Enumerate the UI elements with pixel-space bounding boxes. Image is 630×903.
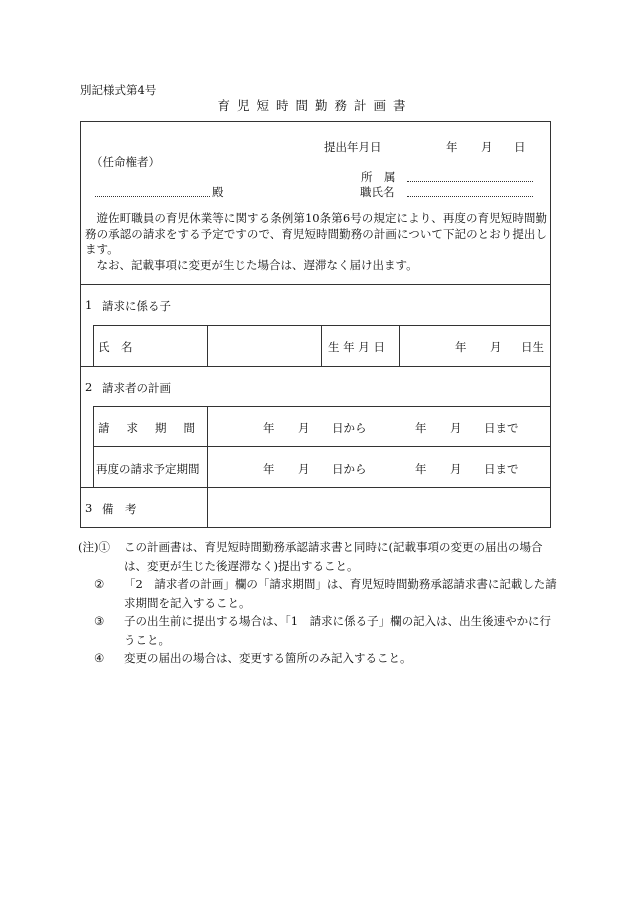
- note-mark: ②: [94, 577, 105, 591]
- appointer-label: （任命権者）: [91, 155, 160, 169]
- note-text: 変更の届出の場合は、変更する箇所のみ記入すること。: [124, 651, 412, 665]
- child-name-label: 氏 名: [98, 340, 133, 354]
- period-end-day: 日まで: [484, 421, 519, 435]
- notes: [78, 538, 558, 668]
- divider: [207, 325, 208, 366]
- request-period-label: 請求期間: [98, 421, 212, 435]
- affiliation-field[interactable]: [407, 181, 533, 182]
- note-item: [78, 575, 558, 612]
- addressee-field[interactable]: [95, 196, 210, 197]
- divider: [93, 406, 551, 407]
- planned-period-label: 再度の請求予定期間: [96, 462, 200, 476]
- section3-number: 3: [85, 501, 93, 515]
- planned-start-day: 日から: [332, 462, 367, 476]
- planned-end-year: 年: [415, 462, 427, 476]
- submission-day-label: 日: [514, 140, 526, 154]
- divider: [321, 325, 322, 366]
- form-title: 育児短時間勤務計画書: [217, 98, 413, 113]
- name-label: 職氏名: [360, 185, 395, 199]
- note-mark: ④: [94, 651, 105, 665]
- divider: [80, 487, 551, 488]
- note-mark: ③: [94, 614, 105, 628]
- divider: [399, 325, 400, 366]
- divider: [93, 325, 551, 326]
- child-name-input[interactable]: [210, 328, 318, 363]
- planned-start-month: 月: [298, 462, 310, 476]
- birth-year-label: 年: [455, 340, 467, 354]
- remarks-input[interactable]: [210, 490, 548, 525]
- note-text: この計画書は、育児短時間勤務承認請求書と同時に(記載事項の変更の届出の場合は、変更が生じた後遅滞なく)提出すること。: [124, 540, 543, 573]
- body-paragraph: 遊佐町職員の育児休業等に関する条例第10条第6号の規定により、再度の育児短時間勤務の承認の請求をする予定ですので、育児短時間勤務の計画について下記のとおり提出します。: [85, 211, 547, 256]
- birth-month-label: 月: [490, 340, 502, 354]
- remarks-label: 備 考: [102, 502, 137, 516]
- divider: [80, 366, 551, 367]
- section1-heading: 請求に係る子: [102, 299, 171, 313]
- period-end-month: 月: [450, 421, 462, 435]
- note-text: 子の出生前に提出する場合は、「1 請求に係る子」欄の記入は、出生後速やかに行うこと。: [124, 614, 552, 647]
- note-text: 「2 請求者の計画」欄の「請求期間」は、育児短時間勤務承認請求書に記載した請求期間を記入すること。: [124, 577, 557, 610]
- notes-prefix: (注): [78, 540, 99, 554]
- planned-end-month: 月: [450, 462, 462, 476]
- section1-number: 1: [85, 298, 93, 312]
- period-start-month: 月: [298, 421, 310, 435]
- planned-end-day: 日まで: [484, 462, 519, 476]
- note-mark: ①: [98, 540, 110, 554]
- submission-date-label: 提出年月日: [324, 140, 382, 154]
- period-end-year: 年: [415, 421, 427, 435]
- planned-start-year: 年: [263, 462, 275, 476]
- divider: [80, 284, 551, 285]
- submission-month-label: 月: [481, 140, 493, 154]
- section2-number: 2: [85, 380, 93, 394]
- period-start-day: 日から: [332, 421, 367, 435]
- divider: [93, 406, 94, 487]
- birth-date-label: 生 年 月 日: [328, 340, 385, 354]
- period-start-year: 年: [263, 421, 275, 435]
- note-item: [78, 649, 558, 668]
- note-item: [78, 538, 558, 575]
- divider: [93, 446, 551, 447]
- divider: [93, 325, 94, 366]
- section2-heading: 請求者の計画: [102, 381, 171, 395]
- affiliation-label: 所 属: [361, 170, 396, 184]
- body-paragraph: なお、記載事項に変更が生じた場合は、遅滞なく届け出ます。: [96, 258, 418, 272]
- form-number: 別記様式第4号: [80, 83, 157, 97]
- submission-year-label: 年: [446, 140, 458, 154]
- note-item: [78, 612, 558, 649]
- addressee-suffix: 殿: [212, 185, 224, 199]
- name-field[interactable]: [407, 196, 533, 197]
- birth-day-label: 日生: [521, 340, 544, 354]
